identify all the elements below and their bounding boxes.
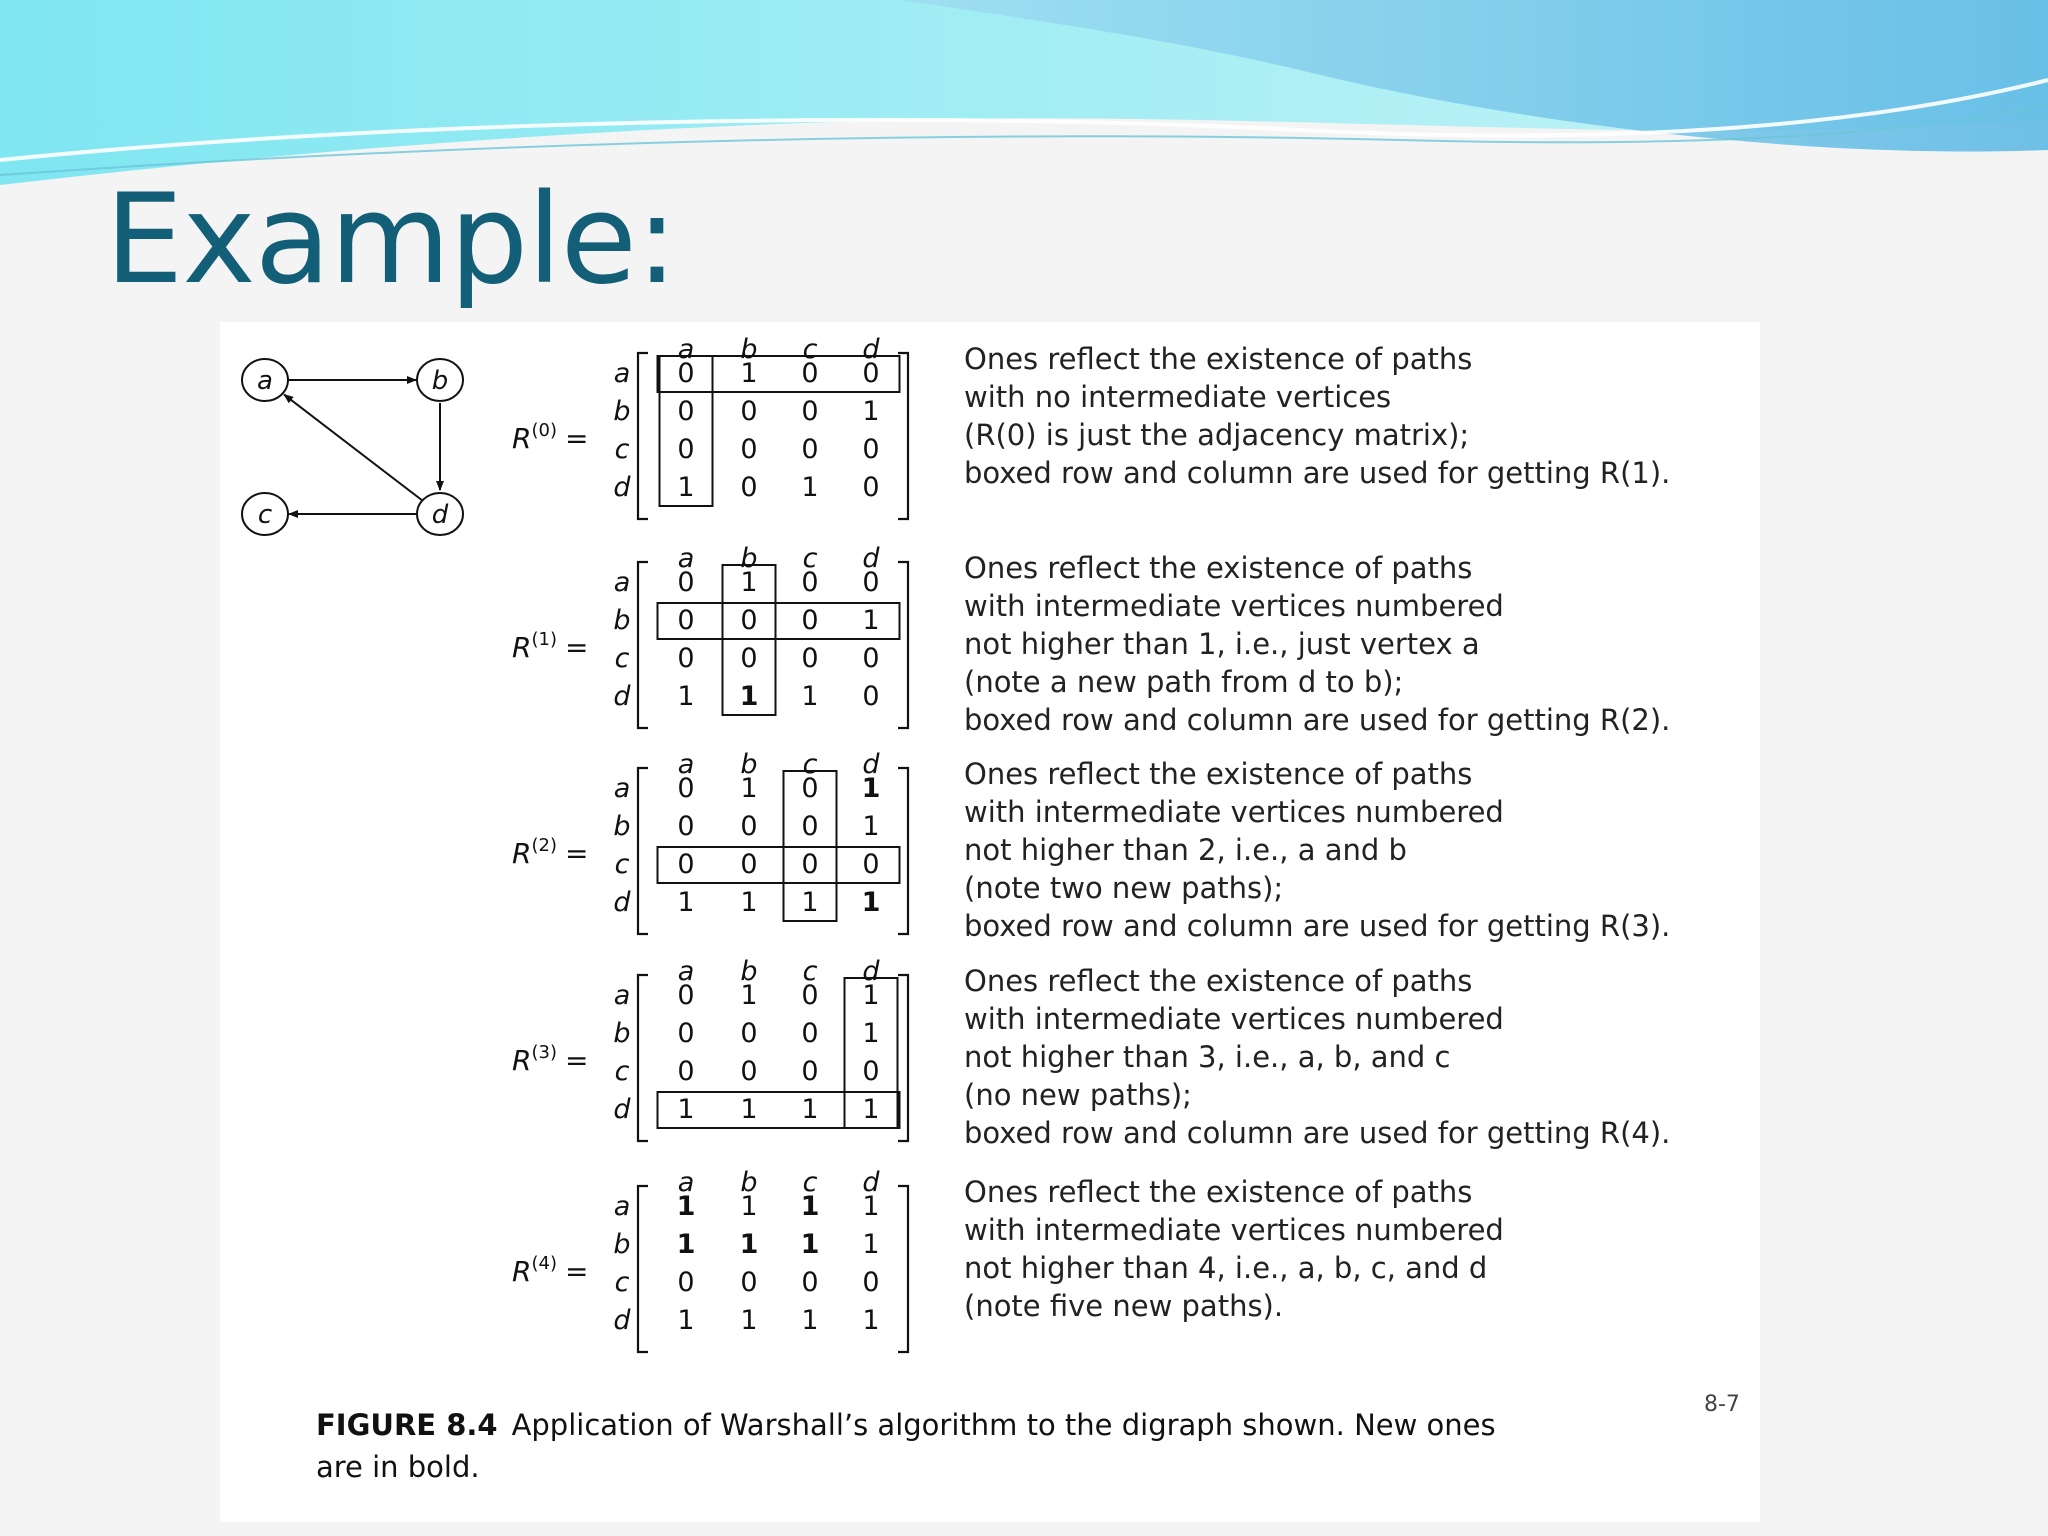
matrix-cell: 1 bbox=[740, 773, 758, 804]
col-label: b bbox=[740, 543, 758, 574]
matrix-3 bbox=[512, 956, 908, 1141]
matrix-cell: 0 bbox=[740, 605, 758, 636]
matrix-cell: 0 bbox=[740, 472, 758, 503]
matrix-cell: 0 bbox=[862, 1267, 880, 1298]
description-line: not higher than 4, i.e., a, b, c, and d bbox=[964, 1251, 1488, 1285]
description-line: with intermediate vertices numbered bbox=[964, 795, 1504, 829]
col-label: c bbox=[802, 334, 818, 365]
matrix-cell: 1 bbox=[862, 1305, 880, 1336]
row-label: b bbox=[613, 1229, 631, 1260]
matrices bbox=[220, 322, 960, 1402]
matrix-cell: 0 bbox=[862, 472, 880, 503]
matrix-cell: 0 bbox=[740, 811, 758, 842]
description-line: (note two new paths); bbox=[964, 871, 1284, 905]
row-label: d bbox=[613, 681, 631, 712]
description-line: Ones reflect the existence of paths bbox=[964, 342, 1473, 376]
matrix-cell: 1 bbox=[862, 1191, 880, 1222]
description-line: (R(0) is just the adjacency matrix); bbox=[964, 418, 1470, 452]
left-bracket bbox=[638, 562, 648, 728]
description-line: (no new paths); bbox=[964, 1078, 1192, 1112]
matrix-cell: 1 bbox=[801, 681, 819, 712]
matrix-cell: 1 bbox=[862, 605, 880, 636]
row-label: c bbox=[614, 1056, 630, 1087]
matrix-cell: 1 bbox=[739, 681, 759, 712]
matrix-cell: 0 bbox=[677, 358, 695, 389]
matrix-cell: 0 bbox=[801, 1056, 819, 1087]
matrix-cell: 1 bbox=[800, 1191, 820, 1222]
matrix-cell: 1 bbox=[677, 1305, 695, 1336]
description-line: not higher than 2, i.e., a and b bbox=[964, 833, 1407, 867]
row-label: a bbox=[613, 567, 631, 598]
matrix-cell: 0 bbox=[740, 434, 758, 465]
description-line: not higher than 3, i.e., a, b, and c bbox=[964, 1040, 1451, 1074]
matrix-cell: 0 bbox=[862, 358, 880, 389]
matrix-name: $R^{(4)}$ = bbox=[512, 1253, 589, 1288]
matrix-cell: 0 bbox=[862, 1056, 880, 1087]
description-line: with intermediate vertices numbered bbox=[964, 1213, 1504, 1247]
matrix-cell: 1 bbox=[862, 1094, 880, 1125]
node-label: d bbox=[431, 500, 449, 530]
matrix-cell: 0 bbox=[801, 849, 819, 880]
matrix-cell: 0 bbox=[677, 605, 695, 636]
description-line: (note a new path from d to b); bbox=[964, 665, 1404, 699]
row-label: b bbox=[613, 396, 631, 427]
row-label: a bbox=[613, 1191, 631, 1222]
matrix-cell: 1 bbox=[862, 811, 880, 842]
left-bracket bbox=[638, 768, 648, 934]
col-label: c bbox=[802, 749, 818, 780]
right-bracket bbox=[898, 1186, 908, 1352]
description-line: (note five new paths). bbox=[964, 1289, 1284, 1323]
matrix-cell: 0 bbox=[862, 643, 880, 674]
matrix-cell: 1 bbox=[800, 1229, 820, 1260]
matrix-cell: 0 bbox=[677, 1018, 695, 1049]
matrix-cell: 1 bbox=[862, 396, 880, 427]
row-label: d bbox=[613, 1305, 631, 1336]
row-label: b bbox=[613, 1018, 631, 1049]
col-label: c bbox=[802, 543, 818, 574]
matrix-cell: 0 bbox=[801, 811, 819, 842]
matrix-cell: 1 bbox=[739, 1229, 759, 1260]
matrix-cell: 1 bbox=[801, 1305, 819, 1336]
description-line: Ones reflect the existence of paths bbox=[964, 964, 1473, 998]
matrix-cell: 1 bbox=[740, 358, 758, 389]
row-label: a bbox=[613, 358, 631, 389]
slide-title: Example: bbox=[105, 168, 677, 312]
matrix-cell: 0 bbox=[677, 567, 695, 598]
description-line: boxed row and column are used for getting R(4). bbox=[964, 1116, 1671, 1150]
matrix-cell: 0 bbox=[677, 643, 695, 674]
description-line: Ones reflect the existence of paths bbox=[964, 551, 1473, 585]
matrix-cell: 0 bbox=[677, 1056, 695, 1087]
matrix-cell: 0 bbox=[677, 434, 695, 465]
matrix-cell: 1 bbox=[801, 472, 819, 503]
col-label: b bbox=[740, 1167, 758, 1198]
row-label: b bbox=[613, 605, 631, 636]
matrix-cell: 0 bbox=[677, 773, 695, 804]
matrix-cell: 1 bbox=[862, 1229, 880, 1260]
matrix-cell: 1 bbox=[740, 1191, 758, 1222]
col-label: b bbox=[740, 334, 758, 365]
node-label: b bbox=[431, 366, 449, 396]
matrix-cell: 0 bbox=[801, 396, 819, 427]
row-label: c bbox=[614, 849, 630, 880]
matrix-cell: 1 bbox=[740, 1305, 758, 1336]
row-label: a bbox=[613, 773, 631, 804]
matrix-cell: 0 bbox=[801, 773, 819, 804]
matrix-cell: 1 bbox=[740, 980, 758, 1011]
col-label: c bbox=[802, 1167, 818, 1198]
left-bracket bbox=[638, 353, 648, 519]
col-label: b bbox=[740, 956, 758, 987]
matrix-cell: 0 bbox=[862, 681, 880, 712]
matrix-1 bbox=[512, 543, 908, 728]
description-line: Ones reflect the existence of paths bbox=[964, 1175, 1473, 1209]
left-bracket bbox=[638, 975, 648, 1141]
matrix-name: $R^{(0)}$ = bbox=[512, 420, 589, 455]
matrix-description-4 bbox=[964, 1173, 1504, 1325]
left-bracket bbox=[638, 1186, 648, 1352]
matrix-cell: 0 bbox=[740, 849, 758, 880]
matrix-cell: 1 bbox=[677, 472, 695, 503]
matrix-cell: 0 bbox=[677, 849, 695, 880]
matrix-cell: 0 bbox=[801, 1267, 819, 1298]
matrix-cell: 1 bbox=[677, 887, 695, 918]
matrix-cell: 1 bbox=[862, 1018, 880, 1049]
figure-caption bbox=[316, 1404, 1516, 1488]
matrix-cell: 0 bbox=[801, 980, 819, 1011]
col-label: a bbox=[677, 543, 695, 574]
matrix-cell: 1 bbox=[676, 1191, 696, 1222]
matrix-cell: 0 bbox=[862, 849, 880, 880]
matrix-cell: 0 bbox=[801, 605, 819, 636]
description-line: with intermediate vertices numbered bbox=[964, 589, 1504, 623]
caption-label: FIGURE 8.4 bbox=[316, 1408, 498, 1442]
row-label: a bbox=[613, 980, 631, 1011]
matrix-cell: 1 bbox=[862, 980, 880, 1011]
matrix-cell: 0 bbox=[801, 643, 819, 674]
col-label: a bbox=[677, 749, 695, 780]
col-label: a bbox=[677, 334, 695, 365]
matrix-description-3 bbox=[964, 962, 1670, 1152]
matrix-cell: 1 bbox=[740, 567, 758, 598]
row-label: c bbox=[614, 1267, 630, 1298]
caption-text: Application of Warshall’s algorithm to the digraph shown. New ones are in bold. bbox=[316, 1408, 1496, 1484]
matrix-description-2 bbox=[964, 755, 1670, 945]
row-label: d bbox=[613, 887, 631, 918]
description-line: boxed row and column are used for getting R(2). bbox=[964, 703, 1671, 737]
matrix-cell: 1 bbox=[676, 1229, 696, 1260]
matrix-cell: 0 bbox=[740, 1056, 758, 1087]
matrix-cell: 0 bbox=[801, 1018, 819, 1049]
matrix-cell: 1 bbox=[677, 1094, 695, 1125]
matrix-cell: 0 bbox=[677, 980, 695, 1011]
right-bracket bbox=[898, 562, 908, 728]
row-label: c bbox=[614, 643, 630, 674]
col-label: a bbox=[677, 1167, 695, 1198]
matrix-cell: 1 bbox=[801, 1094, 819, 1125]
matrix-cell: 1 bbox=[740, 887, 758, 918]
matrix-name: $R^{(1)}$ = bbox=[512, 629, 589, 664]
matrix-description-0 bbox=[964, 340, 1670, 492]
col-label: d bbox=[862, 749, 880, 780]
matrix-name: $R^{(3)}$ = bbox=[512, 1042, 589, 1077]
row-label: d bbox=[613, 1094, 631, 1125]
matrix-0 bbox=[512, 334, 908, 519]
matrix-cell: 0 bbox=[677, 811, 695, 842]
row-label: d bbox=[613, 472, 631, 503]
description-line: with no intermediate vertices bbox=[964, 380, 1392, 414]
matrix-cell: 1 bbox=[740, 1094, 758, 1125]
matrix-cell: 1 bbox=[677, 681, 695, 712]
matrix-name: $R^{(2)}$ = bbox=[512, 835, 589, 870]
matrix-cell: 0 bbox=[677, 1267, 695, 1298]
row-label: c bbox=[614, 434, 630, 465]
col-label: d bbox=[862, 956, 880, 987]
matrix-cell: 1 bbox=[861, 773, 881, 804]
description-line: boxed row and column are used for getting R(1). bbox=[964, 456, 1671, 490]
col-label: d bbox=[862, 1167, 880, 1198]
row-label: b bbox=[613, 811, 631, 842]
col-label: a bbox=[677, 956, 695, 987]
description-line: boxed row and column are used for getting R(3). bbox=[964, 909, 1671, 943]
matrix-cell: 0 bbox=[740, 643, 758, 674]
col-label: d bbox=[862, 543, 880, 574]
matrix-cell: 0 bbox=[801, 358, 819, 389]
matrix-cell: 0 bbox=[740, 396, 758, 427]
node-label: a bbox=[257, 366, 273, 396]
matrix-cell: 0 bbox=[801, 434, 819, 465]
matrix-2 bbox=[512, 749, 908, 934]
matrix-cell: 0 bbox=[801, 567, 819, 598]
col-label: c bbox=[802, 956, 818, 987]
matrix-description-1 bbox=[964, 549, 1670, 739]
matrix-cell: 0 bbox=[740, 1018, 758, 1049]
matrix-cell: 1 bbox=[861, 887, 881, 918]
description-line: with intermediate vertices numbered bbox=[964, 1002, 1504, 1036]
matrix-4 bbox=[512, 1167, 908, 1352]
description-line: not higher than 1, i.e., just vertex a bbox=[964, 627, 1480, 661]
matrix-cell: 0 bbox=[862, 434, 880, 465]
matrix-cell: 0 bbox=[862, 567, 880, 598]
description-line: Ones reflect the existence of paths bbox=[964, 757, 1473, 791]
col-label: b bbox=[740, 749, 758, 780]
node-label: c bbox=[257, 500, 273, 530]
slide-number: 8-7 bbox=[1704, 1392, 1740, 1417]
matrix-cell: 1 bbox=[801, 887, 819, 918]
matrix-cell: 0 bbox=[677, 396, 695, 427]
col-label: d bbox=[862, 334, 880, 365]
figure-panel bbox=[220, 322, 1760, 1522]
matrix-cell: 0 bbox=[740, 1267, 758, 1298]
